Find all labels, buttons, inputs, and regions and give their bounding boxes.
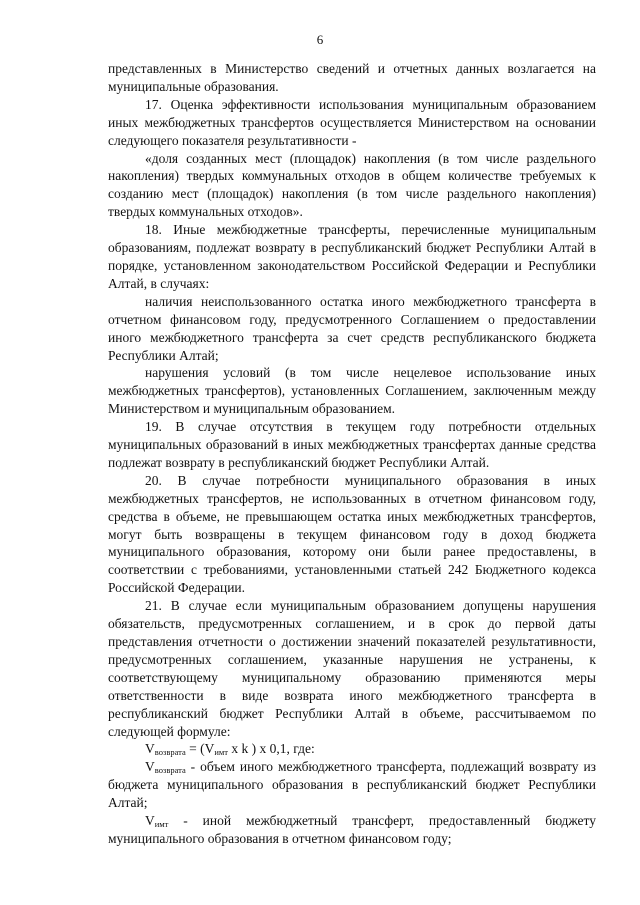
- formula-v: V: [145, 741, 155, 757]
- paragraph-17-indicator: «доля созданных мест (площадок) накопления (в том числе раздельного накопления) твердых коммунальных отходов в общем количестве требуемых к созданию мест (площадок) накопления (в том числе раздельного накопления) твердых коммунальных отходов».: [108, 150, 596, 220]
- paragraph-18: 18. Иные межбюджетные трансферты, перечисленные муниципальным образованиям, подлежат возврату в республиканский бюджет Республики Алтай в порядке, установленном законодательством Российской Федерации и Республики Алтай, в случаях:: [108, 222, 596, 291]
- formula-sub-imt: имт: [214, 747, 228, 758]
- paragraph-19: 19. В случае отсутствия в текущем году потребности отдельных муниципальных образований в иных межбюджетных трансфертах данные средства подлежат возврату в республиканский бюджет Республики Алтай.: [108, 419, 596, 470]
- page-number: 6: [316, 32, 324, 47]
- document-body: [108, 60, 596, 848]
- paragraph-18-case-b: нарушения условий (в том числе нецелевое использование иных межбюджетных трансфертов), установленных Соглашением, заключенным между Министерством и муниципальным образованием.: [108, 365, 596, 417]
- definition-2-symbol: V: [145, 813, 155, 829]
- formula: [108, 740, 596, 758]
- paragraph-continuation: представленных в Министерство сведений и отчетных данных возлагается на муниципальные образования.: [108, 61, 596, 94]
- definition-v-return: [108, 758, 596, 812]
- formula-rest: x k ) x 0,1, где:: [228, 741, 315, 757]
- definition-1-text: - объем иного межбюджетного трансферта, подлежащий возврату из бюджета муниципального образования в республиканский бюджет Республики Алтай;: [108, 759, 596, 811]
- paragraph-21: 21. В случае если муниципальным образованием допущены нарушения обязательств, предусмотренных соглашением, и в срок до первой даты представления отчетности о достижении значений показателей результативности, предусмотренных соглашением, указанные нарушения не устранены, к соответствующему муниципальному образованию применяются меры ответственности в виде возврата иного межбюджетного трансферта в республиканский бюджет Республики Алтай в объеме, рассчитываемом по следующей формуле:: [108, 598, 596, 739]
- paragraph-20: 20. В случае потребности муниципального образования в иных межбюджетных трансфертов, не использованных в отчетном финансовом году, средства в объеме, не превышающем остатка иных межбюджетных трансфертов, могут быть возвращены в текущем финансовом году в доход бюджета муниципального образования, которому они были ранее предоставлены, в соответствии с требованиями, установленными статьей 242 Бюджетного кодекса Российской Федерации.: [108, 472, 596, 596]
- formula-sub-return: возврата: [154, 747, 186, 758]
- paragraph-18-case-a: наличия неиспользованного остатка иного межбюджетного трансферта в отчетном финансовом году, предусмотренного Соглашением о предоставлении иного межбюджетного трансферта за счет средств республиканского бюджета Республики Алтай;: [108, 293, 596, 363]
- definition-v-imt: [108, 812, 596, 848]
- paragraph-17: 17. Оценка эффективности использования муниципальным образованием иных межбюджетных трансфертов осуществляется Министерством на основании следующего показателя результативности -: [108, 96, 596, 148]
- formula-eq: = (V: [185, 741, 215, 757]
- definition-2-subscript: имт: [154, 819, 169, 830]
- definition-2-text: - иной межбюджетный трансферт, предоставленный бюджету муниципального образования в отчетном финансовом году;: [108, 813, 596, 846]
- definition-1-subscript: возврата: [154, 765, 186, 776]
- definition-1-symbol: V: [145, 759, 155, 775]
